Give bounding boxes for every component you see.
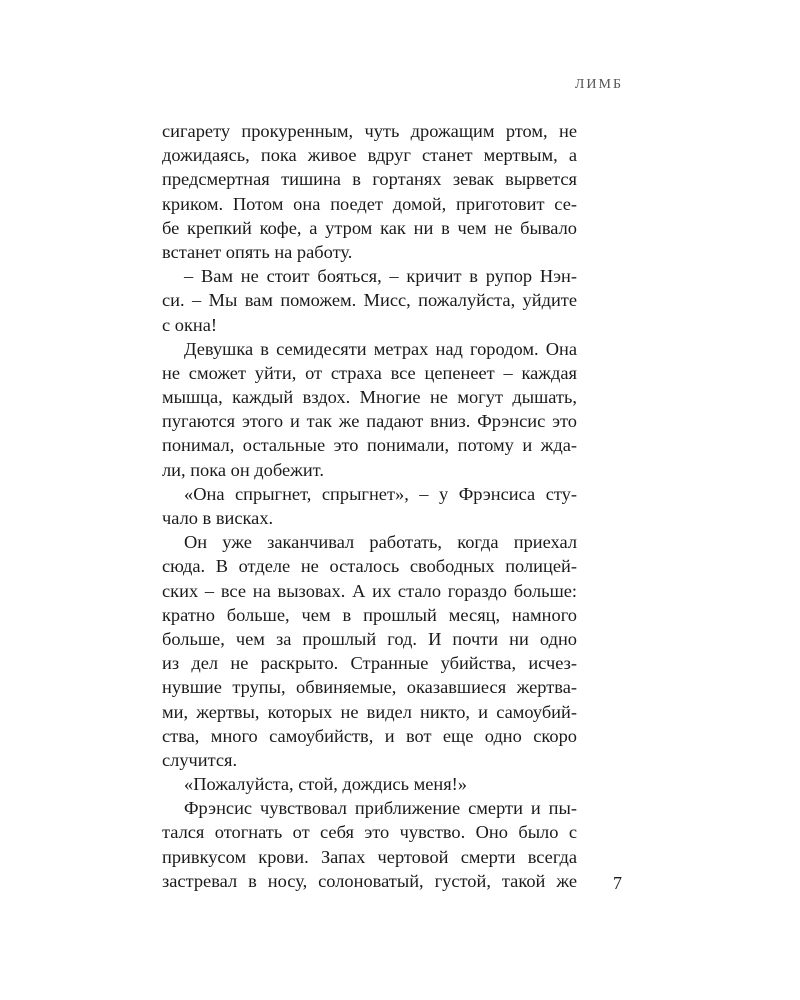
text-line: из дел не раскрыто. Странные убийства, исчез-	[162, 653, 577, 674]
text-line: понимал, остальные это понимали, потому и жда-	[162, 435, 577, 456]
text-line: предсмертная тишина в гортанях зевак вырвется	[162, 169, 577, 190]
text-line: ли, пока он добежит.	[162, 459, 324, 480]
text-line: мышца, каждый вздох. Многие не могут дышать,	[162, 387, 577, 408]
text-line: бе крепкий кофе, а утром как ни в чем не бывало	[162, 217, 577, 238]
text-line: си. – Мы вам поможем. Мисс, пожалуйста, уйдите	[162, 290, 577, 311]
text-line: сюда. В отделе не осталось свободных полицей-	[162, 556, 577, 577]
text-line: «Она спрыгнет, спрыгнет», – у Фрэнсиса сту-	[184, 483, 577, 504]
text-line: криком. Потом она поедет домой, приготовит се-	[162, 193, 577, 214]
text-line: кратно больше, чем в прошлый месяц, намного	[162, 604, 577, 625]
text-line: случится.	[162, 749, 238, 770]
text-line: ми, жертвы, которых не видел никто, и самоубий-	[162, 701, 577, 722]
text-line: больше, чем за прошлый год. И почти ни одно	[162, 628, 577, 649]
text-line: тался отогнать от себя это чувство. Оно было с	[162, 822, 577, 843]
text-line: нувшие трупы, обвиняемые, оказавшиеся жертва-	[162, 677, 577, 698]
text-line: с окна!	[162, 314, 218, 335]
running-head: ЛИМБ	[574, 77, 623, 92]
body-text	[162, 119, 577, 893]
text-line: ских – все на вызовах. А их стало гораздо больше:	[162, 580, 577, 601]
text-line: привкусом крови. Запах чертовой смерти всегда	[162, 846, 577, 867]
text-line: застревал в носу, солоноватый, густой, такой же	[162, 870, 577, 891]
text-line: чало в висках.	[162, 508, 274, 528]
text-line: не сможет уйти, от страха все цепенеет – каждая	[162, 362, 577, 383]
text-line: Фрэнсис чувствовал приближение смерти и пы-	[184, 798, 577, 819]
text-line: сигарету прокуренным, чуть дрожащим ртом, не	[162, 121, 577, 141]
text-line: Он уже заканчивал работать, когда приехал	[184, 532, 577, 553]
text-line: – Вам не стоит бояться, – кричит в рупор Нэн-	[184, 266, 577, 287]
text-line: «Пожалуйста, стой, дождись меня!»	[184, 774, 467, 795]
text-line: Девушка в семидесяти метрах над городом. Она	[184, 338, 577, 359]
text-line: пугаются этого и так же падают вниз. Фрэнсис это	[162, 411, 577, 432]
text-line: встанет опять на работу.	[162, 241, 353, 262]
text-line: ства, много самоубийств, и вот еще одно скоро	[162, 725, 577, 746]
page-number: 7	[613, 873, 622, 893]
text-line: дожидаясь, пока живое вдруг станет мертвым, а	[162, 145, 577, 166]
